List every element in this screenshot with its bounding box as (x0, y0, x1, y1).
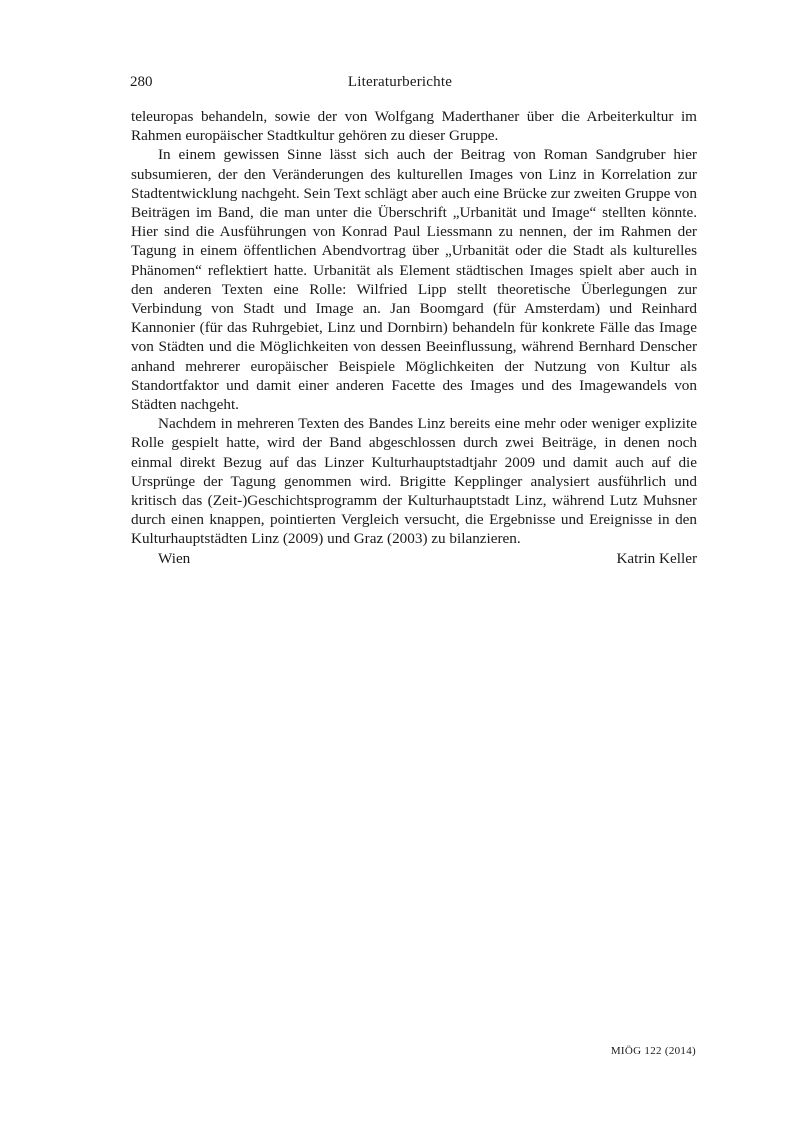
journal-footer: MIÖG 122 (2014) (610, 1045, 696, 1057)
paragraph-2: In einem gewissen Sinne lässt sich auch der Beitrag von Roman Sandgruber hier subsumieren, der den Veränderungen des kulturellen Images von Linz in Korrelation zur Stadtentwicklung nachgeht. Sein Text schlägt aber auch eine Brücke zur zweiten Gruppe von Beiträgen im Band, die man unter die Überschrift „Urbanität und Image“ stellten könnte. Hier sind die Ausführungen von Konrad Paul Liessmann zu nennen, der im Rahmen der Tagung in einem öffentlichen Abendvortrag über „Urbanität oder die Stadt als kulturelles Phänomen“ reflektiert hatte. Urbanität als Element städtischen Images spielt aber auch in den anderen Texten eine Rolle: Wilfried Lipp stellt theoretische Überlegungen zur Verbindung von Stadt und Image an. Jan Boomgard (für Amsterdam) und Reinhard Kannonier (für das Ruhrgebiet, Linz und Dornbirn) behandeln für konkrete Fälle das Image von Städten und die Möglichkeiten von dessen Beeinflussung, während Bernhard Denscher anhand mehrerer europäischer Beispiele Möglichkeiten der Nutzung von Kultur als Standortfaktor und damit einer anderen Facette des Images und des Imagewandels von Städten nachgeht. (131, 146, 697, 414)
author-name: Katrin Keller (616, 549, 697, 567)
signature-line (131, 549, 697, 568)
page-number: 280 (130, 74, 153, 90)
paragraph-1: teleuropas behandeln, sowie der von Wolfgang Maderthaner über die Arbeiterkultur im Rahmen europäischer Stadtkultur gehören zu dieser Gruppe. (131, 108, 697, 145)
running-head: Literaturberichte (347, 74, 453, 90)
place-name: Wien (158, 549, 191, 567)
article-body (131, 107, 697, 568)
paragraph-3: Nachdem in mehreren Texten des Bandes Linz bereits eine mehr oder weniger explizite Rolle gespielt hatte, wird der Band abgeschlossen durch zwei Beiträge, in denen noch einmal direkt Bezug auf das Linzer Kulturhauptstadtjahr 2009 und damit auch auf die Ursprünge der Tagung genommen wird. Brigitte Kepplinger analysiert ausführlich und kritisch das (Zeit-)Geschichtsprogramm der Kulturhauptstadt Linz, während Lutz Muhsner durch einen knappen, pointierten Vergleich versucht, die Ergebnisse und Ereignisse in den Kulturhauptstädten Linz (2009) und Graz (2003) zu bilanzieren. (131, 415, 697, 548)
